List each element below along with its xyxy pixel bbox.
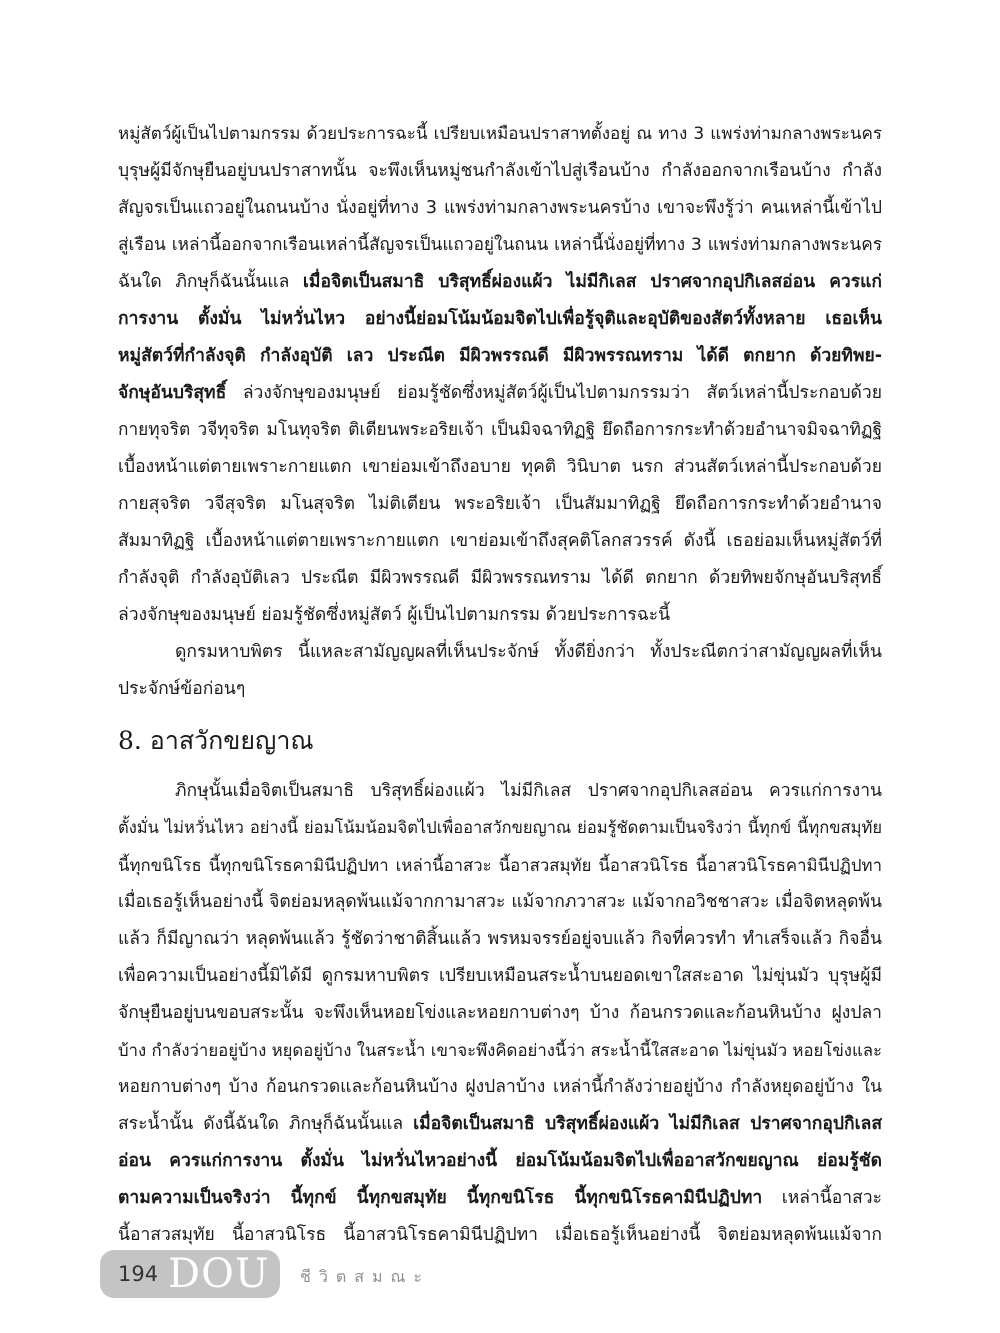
body-text-line: สู่เรือน เหล่านี้ออกจากเรือนเหล่านี้สัญจรเป็นแถวอยู่ในถนน เหล่านี้นั่งอยู่ที่ทาง 3 แพร่งท่ามกลางพระนคร (118, 235, 882, 255)
emphasis-text-line: อ่อน ควรแก่การงาน ตั้งมั่น ไม่หวั่นไหวอย่างนี้ ย่อมโน้มน้อมจิตไปเพื่ออาสวักขยญาณ ย่อมรู้ชัด (118, 1151, 882, 1171)
body-text-line: ดูกรมหาบพิตร นี้แหละสามัญญผลที่เห็นประจักษ์ ทั้งดียิ่งกว่า ทั้งประณีตกว่าสามัญญผลที่เห็น (175, 642, 882, 662)
emphasis-text: จักษุอันบริสุทธิ์ (118, 383, 227, 403)
emphasis-text-line: การงาน ตั้งมั่น ไม่หวั่นไหว อย่างนี้ย่อมโน้มน้อมจิตไปเพื่อรู้จุติและอุบัติของสัตว์ทั้งหลาย เธอเห็น (118, 309, 882, 329)
section-heading: 8. อาสวักขยญาณ (118, 726, 314, 755)
emphasis-text-line: หมู่สัตว์ที่กำลังจุติ กำลังอุบัติ เลว ประณีต มีผิวพรรณดี มีผิวพรรณทราม ได้ดี ตกยาก ด้วยทิพย- (118, 346, 882, 366)
body-text-line (118, 271, 882, 293)
emphasis-text: เมื่อจิตเป็นสมาธิ บริสุทธิ์ผ่องแผ้ว ไม่มีกิเลส ปราศจากอุปกิเลสอ่อน ควรแก่ (302, 272, 882, 292)
body-text-line: แล้ว ก็มีญาณว่า หลุดพ้นแล้ว รู้ชัดว่าชาติสิ้นแล้ว พรหมจรรย์อยู่จบแล้ว กิจที่ควรทำ ทำเสร็จแล้ว กิจอื่น (118, 929, 882, 949)
emphasis-text: เมื่อจิตเป็นสมาธิ บริสุทธิ์ผ่องแผ้ว ไม่มีกิเลส ปราศจากอุปกิเลส (413, 1114, 882, 1134)
body-text-line: เพื่อความเป็นอย่างนี้มิได้มี ดูกรมหาบพิตร เปรียบเหมือนสระน้ำบนยอดเขาใสสะอาด ไม่ขุ่นมัว บุรุษผู้มี (118, 966, 882, 986)
body-text-line: สัญจรเป็นแถวอยู่ในถนนบ้าง นั่งอยู่ที่ทาง 3 แพร่งท่ามกลางพระนครบ้าง เขาจะพึงรู้ว่า คนเหล่านี้เข้าไป (118, 198, 882, 218)
body-text-line: หมู่สัตว์ผู้เป็นไปตามกรรม ด้วยประการฉะนี้ เปรียบเหมือนปราสาทตั้งอยู่ ณ ทาง 3 แพร่งท่ามกลางพระนคร (118, 124, 882, 144)
body-text-line (118, 1113, 882, 1135)
body-text-line: ประจักษ์ข้อก่อนๆ (118, 679, 246, 699)
body-text-line: กายทุจริต วจีทุจริต มโนทุจริต ติเตียนพระอริยเจ้า เป็นมิจฉาทิฏฐิ ยึดถือการกระทำด้วยอำนาจมิจฉาทิฏฐิ (118, 420, 882, 440)
body-text-line: ตั้งมั่น ไม่หวั่นไหว อย่างนี้ ย่อมโน้มน้อมจิตไปเพื่ออาสวักขยญาณ ย่อมรู้ชัดตามเป็นจริงว่า นี้ทุกข์ นี้ทุกขสมุทัย (118, 818, 882, 837)
page-footer-badge (100, 1250, 280, 1298)
body-text-line: หอยกาบต่างๆ บ้าง ก้อนกรวดและก้อนหินบ้าง ฝูงปลาบ้าง เหล่านี้กำลังว่ายอยู่บ้าง กำลังหยุดอยู่บ้าง ใน (118, 1077, 882, 1097)
dou-logo: DOU (168, 1251, 270, 1297)
body-text-line: นี้ทุกขนิโรธ นี้ทุกขนิโรธคามินีปฏิปทา เหล่านี้อาสวะ นี้อาสวสมุทัย นี้อาสวนิโรธ นี้อาสวนิโรธคามินีปฏิปทา (118, 855, 882, 875)
body-text-segment: ล่วงจักษุของมนุษย์ ย่อมรู้ชัดซึ่งหมู่สัตว์ผู้เป็นไปตามกรรมว่า สัตว์เหล่านี้ประกอบด้วย (226, 383, 882, 403)
body-text-line (118, 1187, 882, 1209)
body-text-line: กำลังจุติ กำลังอุบัติเลว ประณีต มีผิวพรรณดี มีผิวพรรณทราม ได้ดี ตกยาก ด้วยทิพยจักษุอันบริสุทธิ์ (118, 568, 882, 588)
body-text-line: เบื้องหน้าแต่ตายเพราะกายแตก เขาย่อมเข้าถึงอบาย ทุคติ วินิบาต นรก ส่วนสัตว์เหล่านี้ประกอบด้วย (118, 457, 882, 477)
body-text-segment: สระน้ำนั้น ดังนี้ฉันใด ภิกษุก็ฉันนั้นแล (118, 1114, 414, 1134)
body-text-line: บ้าง กำลังว่ายอยู่บ้าง หยุดอยู่บ้าง ในสระน้ำ เขาจะพึงคิดอย่างนี้ว่า สระน้ำนี้ใสสะอาด ไม่ขุ่นมัว หอยโข่งและ (118, 1040, 883, 1060)
page-number: 194 (118, 1262, 159, 1286)
body-text-line: ล่วงจักษุของมนุษย์ ย่อมรู้ชัดซึ่งหมู่สัตว์ ผู้เป็นไปตามกรรม ด้วยประการฉะนี้ (118, 605, 671, 625)
body-text-line: ภิกษุนั้นเมื่อจิตเป็นสมาธิ บริสุทธิ์ผ่องแผ้ว ไม่มีกิเลส ปราศจากอุปกิเลสอ่อน ควรแก่การงาน (175, 781, 882, 801)
running-book-title: ชีวิตสมณะ (300, 1267, 430, 1286)
body-text-line: นี้อาสวสมุทัย นี้อาสวนิโรธ นี้อาสวนิโรธคามินีปฏิปทา เมื่อเธอรู้เห็นอย่างนี้ จิตย่อมหลุดพ้นแม้จาก (118, 1225, 882, 1245)
body-text-line: กายสุจริต วจีสุจริต มโนสุจริต ไม่ติเตียน พระอริยเจ้า เป็นสัมมาทิฏฐิ ยึดถือการกระทำด้วยอำนาจ (118, 494, 882, 514)
body-text-line: จักษุยืนอยู่บนขอบสระนั้น จะพึงเห็นหอยโข่งและหอยกาบต่างๆ บ้าง ก้อนกรวดและก้อนหินบ้าง ฝูงปลา (118, 1003, 882, 1023)
body-text-line: เมื่อเธอรู้เห็นอย่างนี้ จิตย่อมหลุดพ้นแม้จากกามาสวะ แม้จากภวาสวะ แม้จากอวิชชาสวะ เมื่อจิตหลุดพ้น (118, 892, 882, 912)
emphasis-text: ตามความเป็นจริงว่า นี้ทุกข์ นี้ทุกขสมุทัย นี้ทุกขนิโรธ นี้ทุกขนิโรธคามินีปฏิปทา (118, 1188, 763, 1208)
body-text-segment: เหล่านี้อาสวะ (762, 1188, 882, 1208)
body-text-line (118, 382, 882, 404)
body-text-line: สัมมาทิฏฐิ เบื้องหน้าแต่ตายเพราะกายแตก เขาย่อมเข้าถึงสุคติโลกสวรรค์ ดังนี้ เธอย่อมเห็นหมู่สัตว์ที่ (118, 531, 882, 551)
body-text-segment: ฉันใด ภิกษุก็ฉันนั้นแล (118, 272, 303, 292)
body-text-line: บุรุษผู้มีจักษุยืนอยู่บนปราสาทนั้น จะพึงเห็นหมู่ชนกำลังเข้าไปสู่เรือนบ้าง กำลังออกจากเรือนบ้าง กำลัง (118, 161, 882, 181)
